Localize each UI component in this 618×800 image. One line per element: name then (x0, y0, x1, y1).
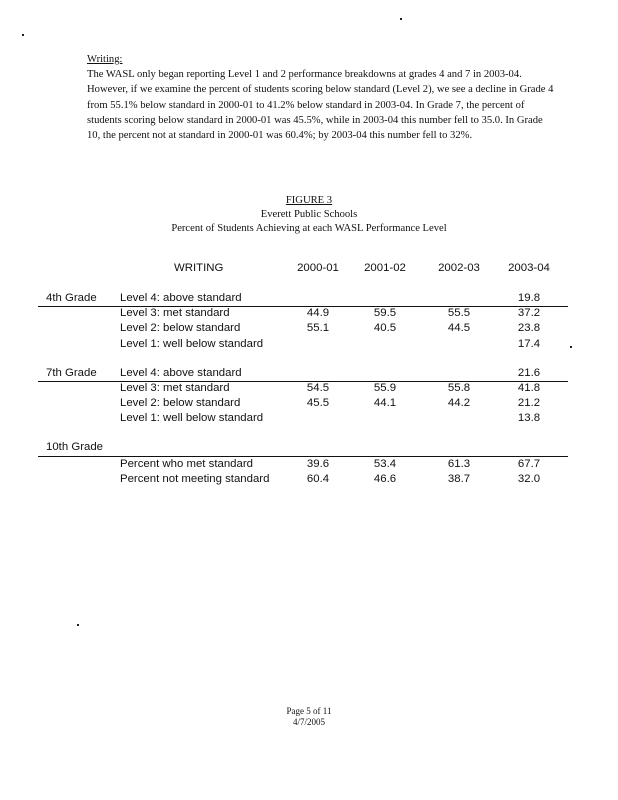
row-label: Level 2: below standard (120, 322, 241, 334)
subject-header: WRITING (174, 262, 224, 274)
section-heading: Writing: (87, 54, 123, 65)
row-label: Level 4: above standard (120, 292, 242, 304)
figure-description: Percent of Students Achieving at each WASL Performance Level (171, 223, 447, 234)
table-cell: 44.2 (447, 397, 471, 409)
scan-speck (22, 34, 24, 36)
table-cell: 13.8 (517, 412, 541, 424)
table-cell: 46.6 (373, 473, 397, 485)
table-cell: 32.0 (517, 473, 541, 485)
table-cell: 60.4 (306, 473, 330, 485)
page-number: Page 5 of 11 (286, 706, 332, 716)
figure-subtitle: Everett Public Schools (260, 209, 358, 220)
table-cell: 44.5 (447, 322, 471, 334)
table-cell: 23.8 (517, 322, 541, 334)
group-divider (38, 456, 568, 457)
table-cell: 21.6 (517, 367, 541, 379)
footer-date: 4/7/2005 (292, 717, 325, 727)
scan-speck (570, 346, 572, 348)
table-cell: 61.3 (447, 458, 471, 470)
row-label: Level 1: well below standard (120, 338, 264, 350)
table-cell: 59.5 (373, 307, 397, 319)
table-cell: 21.2 (517, 397, 541, 409)
table-cell: 54.5 (306, 382, 330, 394)
intro-paragraph: The WASL only began reporting Level 1 and 2 performance breakdowns at grades 4 and 7 in 2003-04. However, if we examine the percent of students scoring below standard (Level 2), we see a decline in Grade 4 from 55.1% below standard in 2000-01 to 41.2% below standard in 2003-04. In Grade 7, the percent of students scoring below standard in 2000-01 was 45.5%, while in 2003-04 this number fell to 35.0. In Grade 10, the percent not at standard in 2000-01 was 60.4%; by 2003-04 this number fell to 32%. (87, 69, 554, 142)
table-cell: 17.4 (517, 338, 541, 350)
table-cell: 55.8 (447, 382, 471, 394)
table-cell: 40.5 (373, 322, 397, 334)
intro-section (87, 52, 557, 143)
row-label: Percent who met standard (120, 458, 253, 470)
column-header: 2003-04 (508, 262, 550, 274)
grade-label: 4th Grade (46, 292, 97, 304)
row-label: Level 3: met standard (120, 307, 230, 319)
table-cell: 37.2 (517, 307, 541, 319)
table-cell: 45.5 (306, 397, 330, 409)
table-cell: 41.8 (517, 382, 541, 394)
grade-label: 10th Grade (46, 441, 103, 453)
row-label: Level 4: above standard (120, 367, 242, 379)
table-cell: 39.6 (306, 458, 330, 470)
table-cell: 53.4 (373, 458, 397, 470)
scan-speck (400, 18, 402, 20)
row-label: Level 1: well below standard (120, 412, 264, 424)
table-cell: 55.9 (373, 382, 397, 394)
table-cell: 55.5 (447, 307, 471, 319)
table-cell: 38.7 (447, 473, 471, 485)
row-label: Level 3: met standard (120, 382, 230, 394)
column-header: 2001-02 (364, 262, 406, 274)
table-cell: 55.1 (306, 322, 330, 334)
table-cell: 44.1 (373, 397, 397, 409)
figure-title: FIGURE 3 (285, 195, 333, 206)
row-label: Level 2: below standard (120, 397, 241, 409)
row-label: Percent not meeting standard (120, 473, 270, 485)
table-cell: 44.9 (306, 307, 330, 319)
table-cell: 67.7 (517, 458, 541, 470)
table-cell: 19.8 (517, 292, 541, 304)
grade-label: 7th Grade (46, 367, 97, 379)
column-header: 2000-01 (297, 262, 339, 274)
scan-speck (77, 624, 79, 626)
column-header: 2002-03 (438, 262, 480, 274)
